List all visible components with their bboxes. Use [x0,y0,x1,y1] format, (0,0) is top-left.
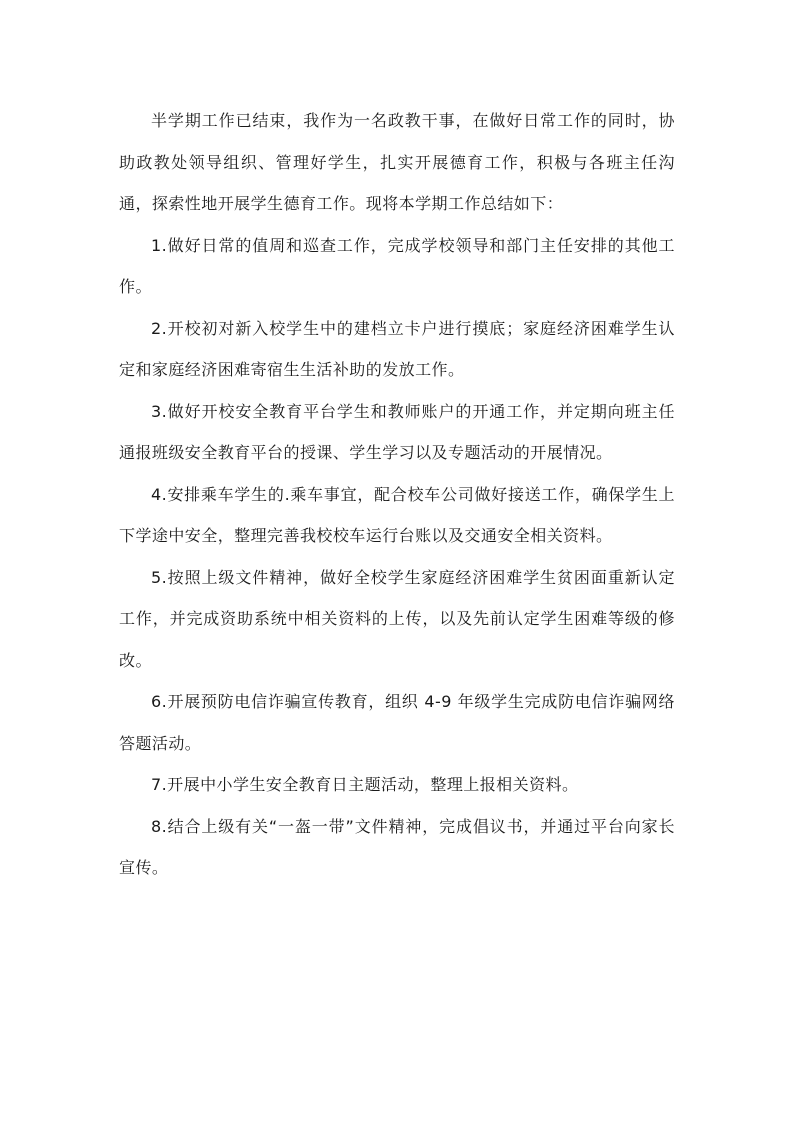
work-item-4: 4.安排乘车学生的.乘车事宜，配合校车公司做好接送工作，确保学生上下学途中安全，整理完善我校校车运行台账以及交通安全相关资料。 [119,484,675,545]
work-item-6: 6.开展预防电信诈骗宣传教育，组织 4-9 年级学生完成防电信诈骗网络答题活动。 [119,692,675,753]
work-item-8: 8.结合上级有关“一盔一带”文件精神，完成倡议书，并通过平台向家长宣传。 [119,816,675,877]
work-item-3: 3.做好开校安全教育平台学生和教师账户的开通工作，并定期向班主任通报班级安全教育平台的授课、学生学习以及专题活动的开展情况。 [119,401,675,462]
document-body [119,100,675,889]
work-item-2: 2.开校初对新入校学生中的建档立卡户进行摸底；家庭经济困难学生认定和家庭经济困难寄宿生生活补助的发放工作。 [119,318,675,379]
work-item-7: 7.开展中小学生安全教育日主题活动，整理上报相关资料。 [151,775,579,794]
work-item-1: 1.做好日常的值周和巡查工作，完成学校领导和部门主任安排的其他工作。 [119,235,675,296]
work-item-5: 5.按照上级文件精神，做好全校学生家庭经济困难学生贫困面重新认定工作，并完成资助系统中相关资料的上传，以及先前认定学生困难等级的修改。 [119,567,675,670]
intro-paragraph: 半学期工作已结束，我作为一名政教干事，在做好日常工作的同时，协助政教处领导组织、管理好学生，扎实开展德育工作，积极与各班主任沟通，探索性地开展学生德育工作。现将本学期工作总结如下： [119,111,675,213]
